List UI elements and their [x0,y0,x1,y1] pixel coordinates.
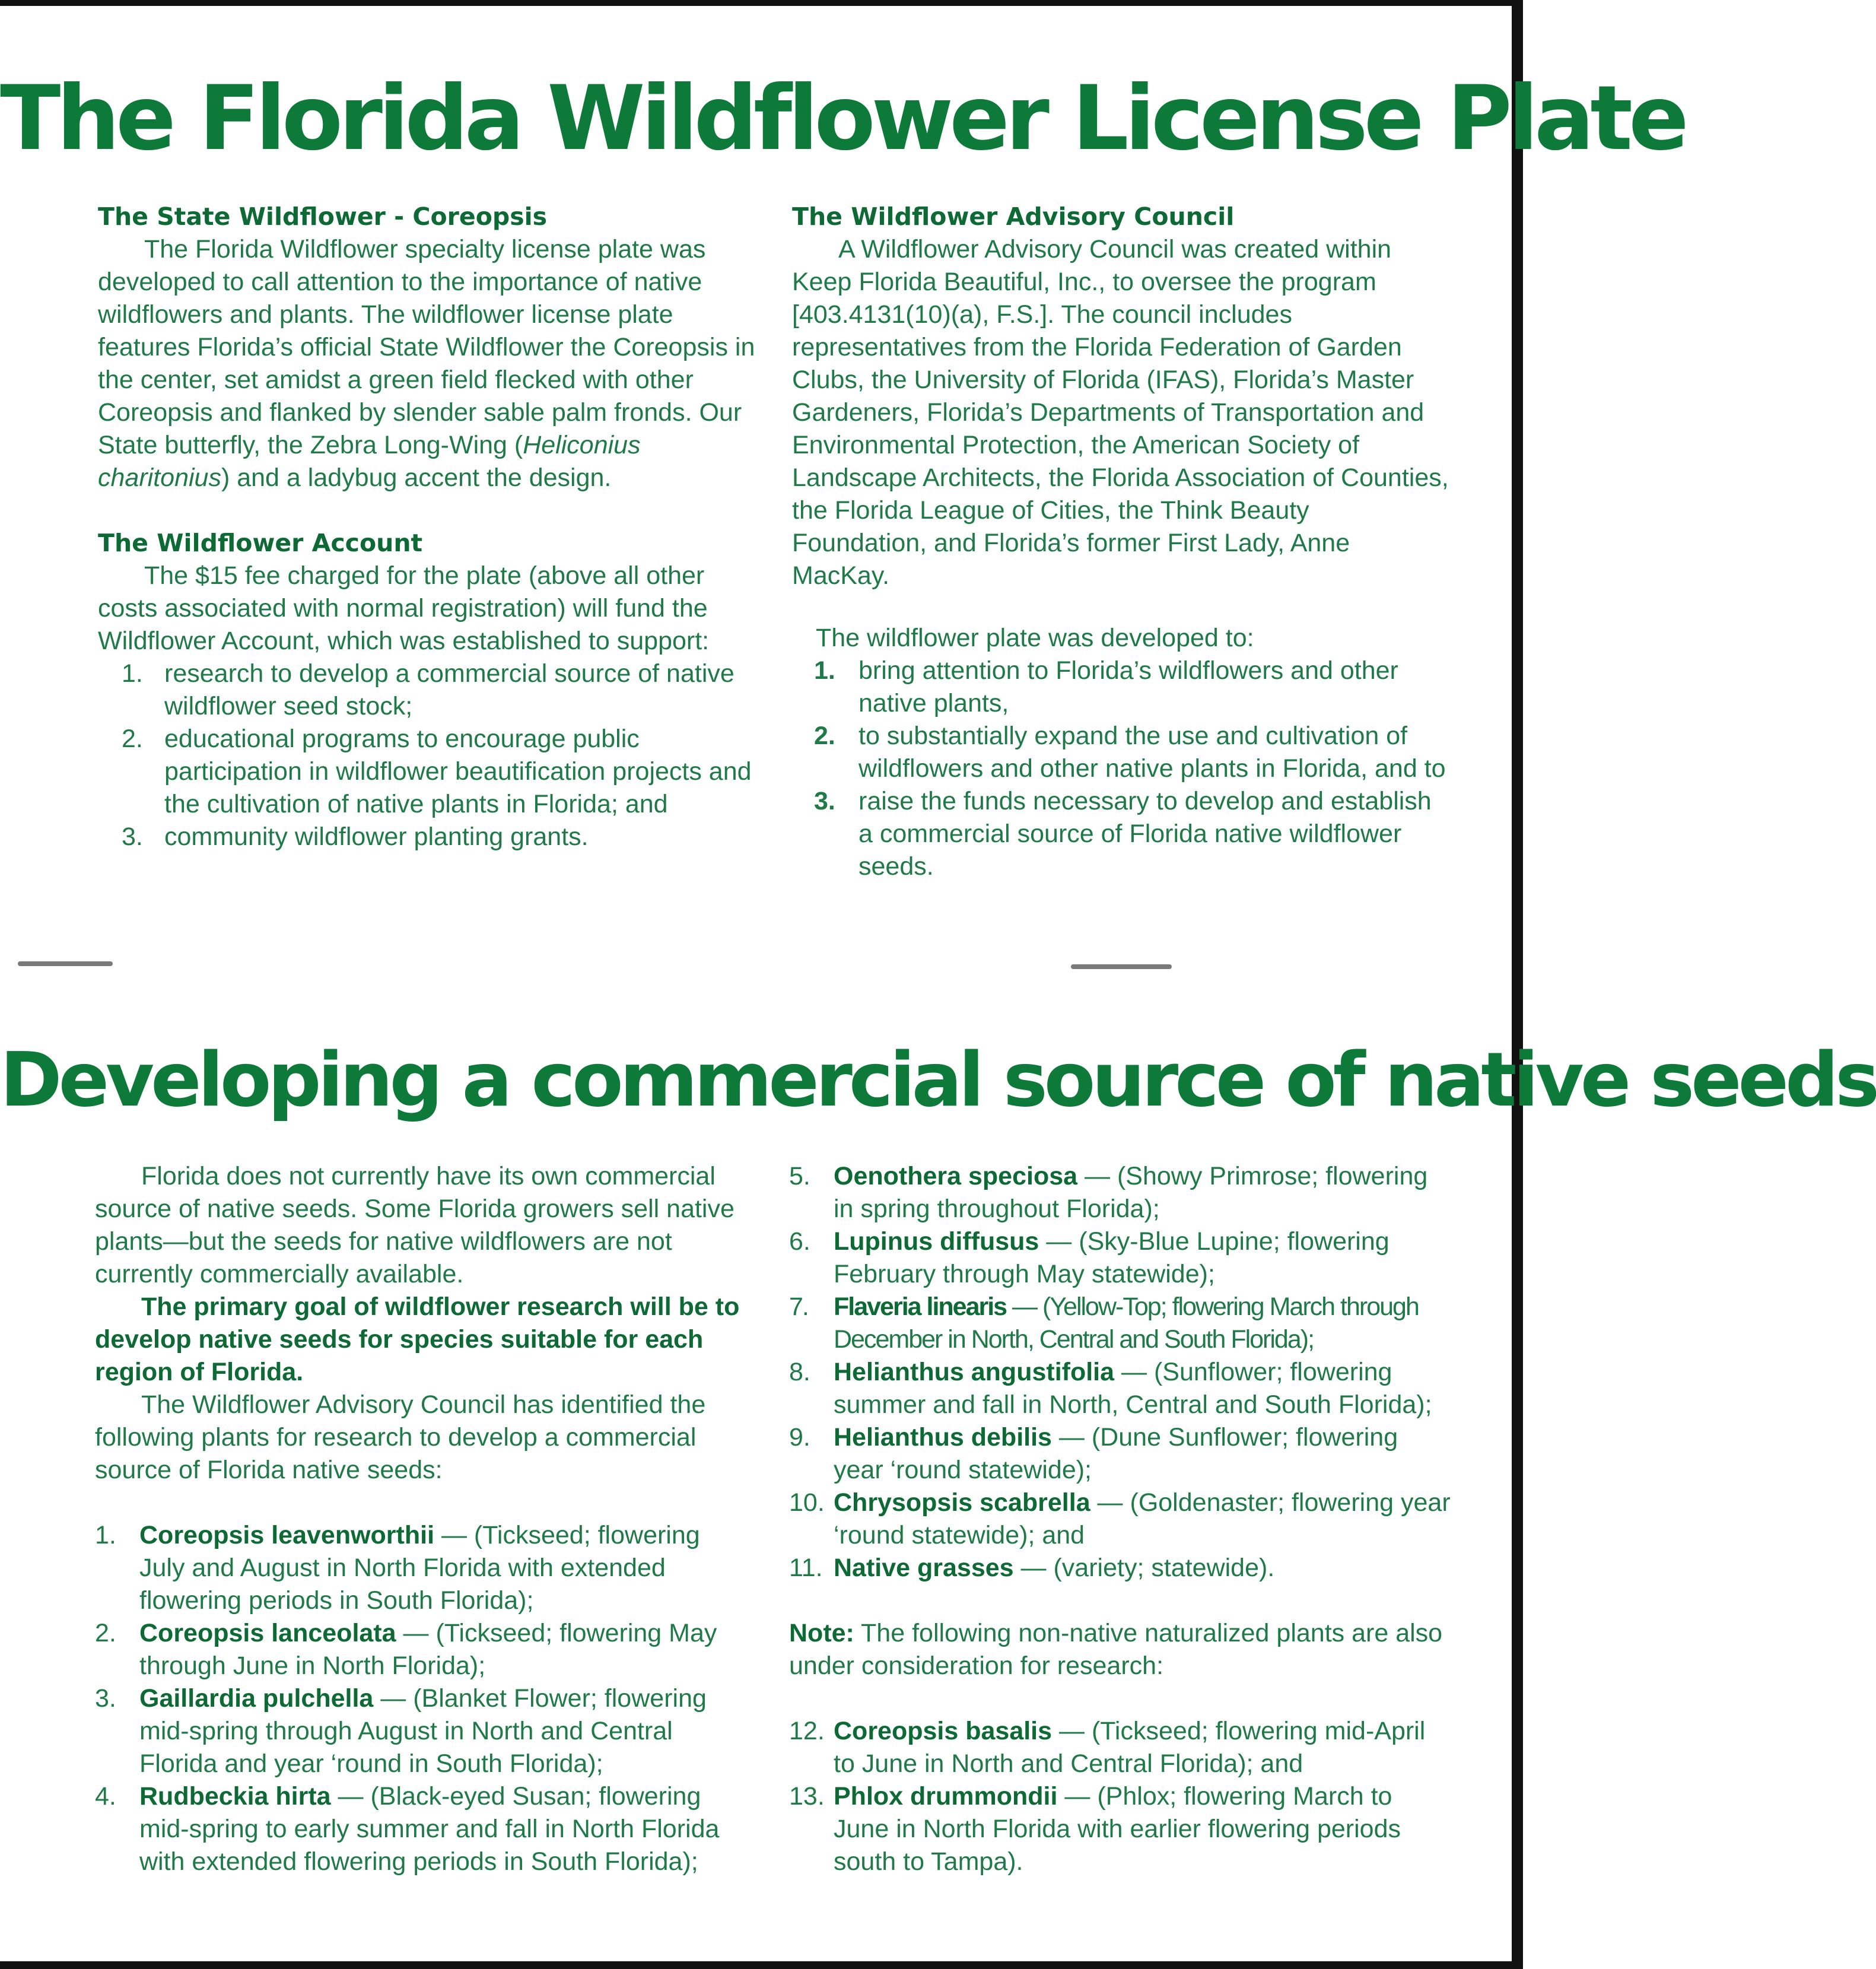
non-native-species-list [789,1715,1454,1878]
column-top-left [98,201,759,853]
list-item: 2. Coreopsis lanceolata — (Tickseed; flowering May through June in North Florida); [95,1619,717,1680]
column-bottom-right [789,1160,1454,1878]
non-native-note: Note: The following non-native naturalized plants are also under consideration for research: [789,1619,1443,1680]
native-seeds-intro: Florida does not currently have its own commercial source of native seeds. Some Florida growers sell native plants—but the seeds for native wildflowers are not currently commercially available. [95,1162,734,1288]
scan-border-top [0,0,1523,6]
list-item: 11. Native grasses — (variety; statewide). [789,1554,1275,1582]
page-title: The Florida Wildflower License Plate [0,67,1685,170]
list-item: 1. bring attention to Florida’s wildflowers and other native plants, [814,656,1398,717]
advisory-council-paragraph: A Wildflower Advisory Council was created within Keep Florida Beautiful, Inc., to oversee the program [403.4131(10)(a), F.S.]. The council includes representatives from the Florida Federation of Garden Clubs, the University of Florida (IFAS), Florida’s Master Gardeners, Florida’s Departments of Transportation and Environmental Protection, the American Society of Landscape Architects, the Florida Association of Counties, the Florida League of Cities, the Think Beauty Foundation, and Florida’s former First Lady, Anne MacKay. [792,235,1449,590]
column-bottom-left [95,1160,748,1878]
state-wildflower-paragraph: The Florida Wildflower specialty license plate was developed to call attention to the importance of native wildflowers and plants. The wildflower license plate features Florida’s official State Wildflower the Coreopsis in the center, set amidst a green field flecked with other Coreopsis and flanked by slender sable palm fronds. Our State butterfly, the Zebra Long-Wing (Heliconius charitonius) and a ladybug accent the design. [98,235,755,492]
list-item: 6. Lupinus diffusus — (Sky-Blue Lupine; flowering February through May statewide); [789,1227,1389,1288]
primary-goal-statement: The primary goal of wildflower research will be to develop native seeds for species suitable for each region of Florida. [95,1292,740,1386]
plate-purpose-list [814,655,1451,883]
section-heading-advisory-council: The Wildflower Advisory Council [792,202,1235,231]
list-item: 3. community wildflower planting grants. [122,822,589,851]
section-heading-state-wildflower: The State Wildflower - Coreopsis [98,202,548,231]
list-item: 10. Chrysopsis scabrella — (Goldenaster; flowering year ‘round statewide); and [789,1488,1451,1549]
clip-mark-right [1071,964,1172,969]
list-item: 8. Helianthus angustifolia — (Sunflower; flowering summer and fall in North, Central and South Florida); [789,1358,1432,1419]
list-item: 7. Flaveria linearis — (Yellow-Top; flowering March through December in North, Central and South Florida); [789,1292,1419,1354]
list-item: 1. research to develop a commercial source of native wildflower seed stock; [122,659,734,720]
list-item: 4. Rudbeckia hirta — (Black-eyed Susan; flowering mid-spring to early summer and fall in North Florida with extended flowering periods in South Florida); [95,1782,720,1876]
species-list-part1 [95,1519,748,1878]
list-item: 2. to substantially expand the use and cultivation of wildflowers and other native plants in Florida, and to [814,722,1446,783]
list-item: 13. Phlox drummondii — (Phlox; flowering March to June in North Florida with earlier flowering periods south to Tampa). [789,1782,1401,1876]
list-item: 12. Coreopsis basalis — (Tickseed; flowering mid-April to June in North and Central Florida); and [789,1717,1426,1778]
council-identified-paragraph: The Wildflower Advisory Council has identified the following plants for research to develop a commercial source of Florida native seeds: [95,1390,706,1484]
account-support-list [98,658,759,853]
butterfly-scientific-name: Heliconius charitonius [98,431,641,492]
section-heading-wildflower-account: The Wildflower Account [98,529,423,557]
wildflower-account-intro: The $15 fee charged for the plate (above all other costs associated with normal registration) will fund the Wildflower Account, which was established to support: [98,561,710,655]
list-item: 1. Coreopsis leavenworthii — (Tickseed; flowering July and August in North Florida with extended flowering periods in South Florida); [95,1521,700,1615]
list-item: 3. Gaillardia pulchella — (Blanket Flower; flowering mid-spring through August in North and Central Florida and year ‘round in South Florida); [95,1684,707,1778]
list-item: 9. Helianthus debilis — (Dune Sunflower; flowering year ‘round statewide); [789,1423,1398,1484]
list-item: 5. Oenothera speciosa — (Showy Primrose; flowering in spring throughout Florida); [789,1162,1428,1223]
section-title: Developing a commercial source of native seeds [0,1036,1876,1123]
list-item: 2. educational programs to encourage public participation in wildflower beautification projects and the cultivation of native plants in Florida; and [122,725,752,818]
species-list-part2 [789,1160,1454,1584]
plate-purpose-intro: The wildflower plate was developed to: [816,624,1254,652]
clip-mark-left [18,961,113,966]
scan-border-bottom [0,1961,1523,1969]
list-item: 3. raise the funds necessary to develop and establish a commercial source of Florida native wildflower seeds. [814,787,1432,881]
column-top-right [792,201,1451,883]
scan-border-right [1512,0,1523,1969]
